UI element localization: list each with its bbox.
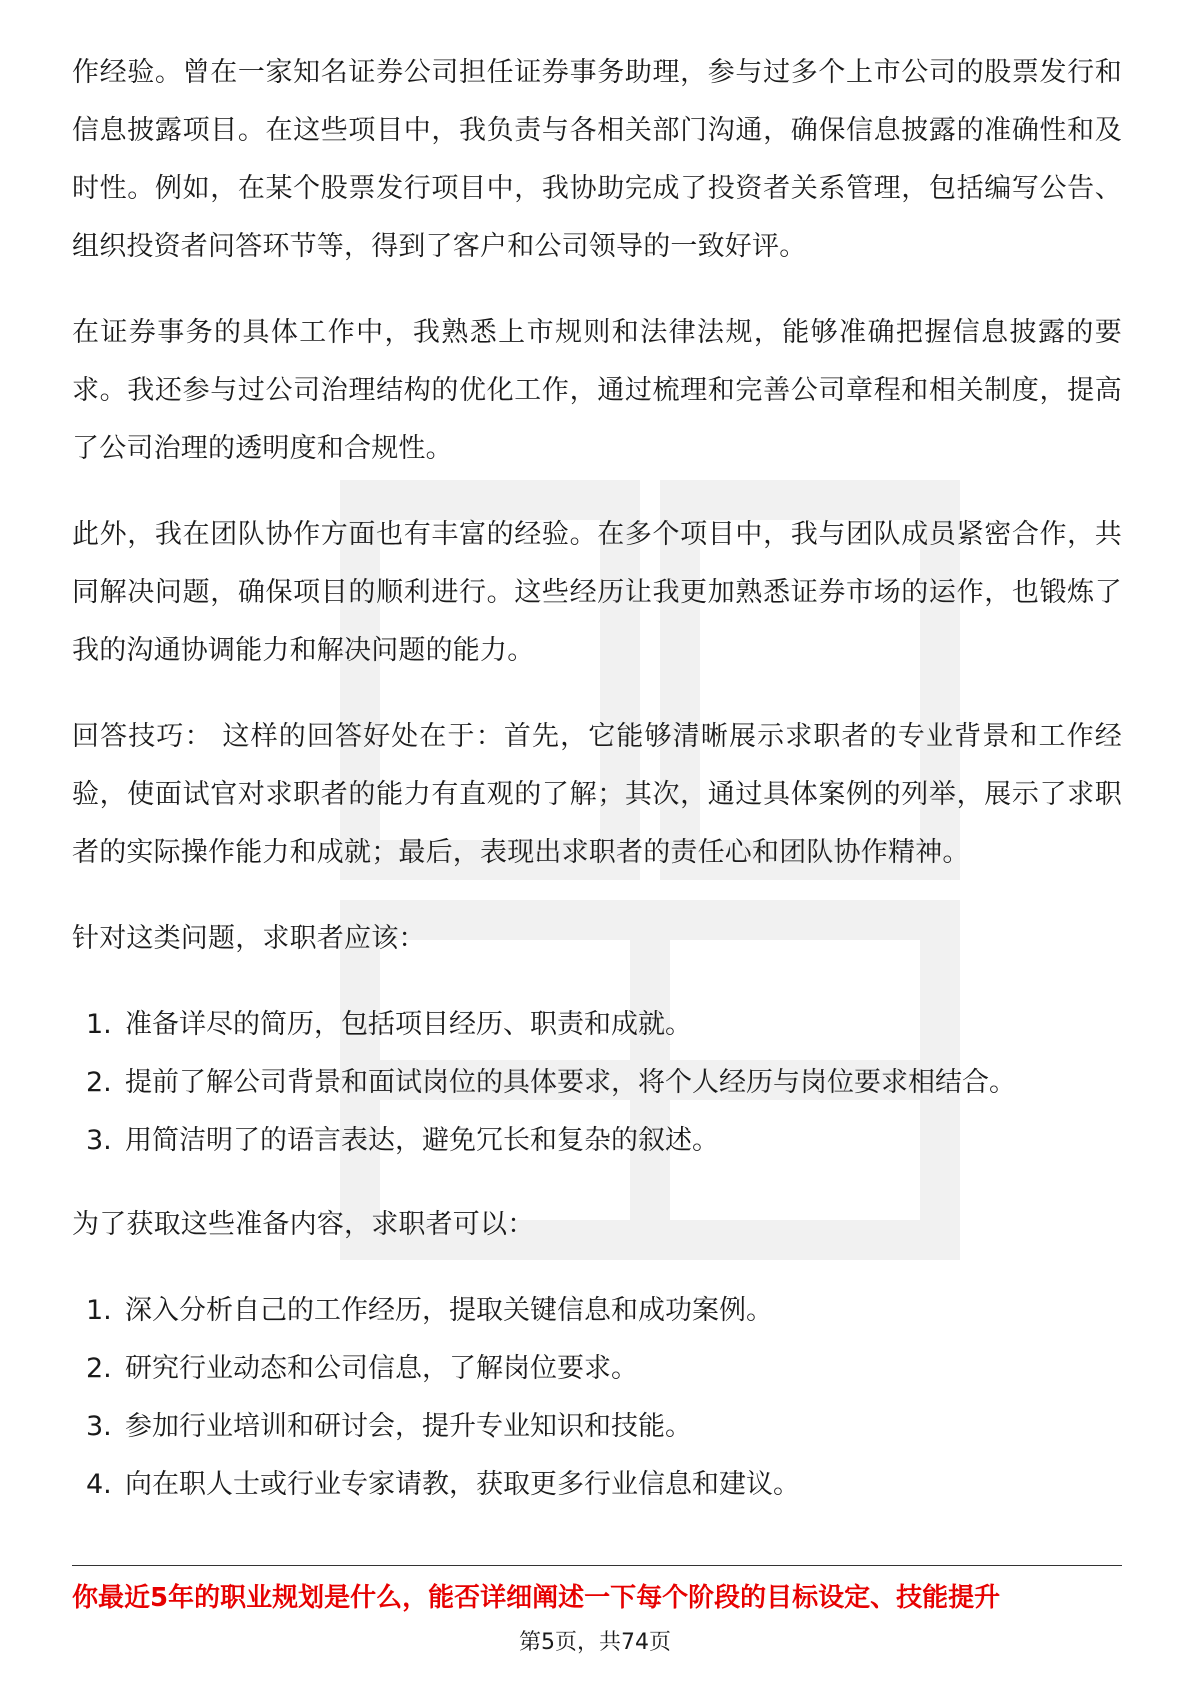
next-question-heading: 你最近5年的职业规划是什么，能否详细阐述一下每个阶段的目标设定、技能提升 [72,1583,1001,1613]
list-item: 2. 提前了解公司背景和面试岗位的具体要求，将个人经历与岗位要求相结合。 [86,1067,1016,1098]
preparation-list [72,996,1122,1170]
methods-list [72,1282,1122,1514]
list-item: 1. 准备详尽的简历，包括项目经历、职责和成就。 [86,1009,692,1040]
page-number: 第5页，共74页 [519,1630,671,1655]
footer-divider [72,1565,1122,1566]
paragraph-teamwork: 此外，我在团队协作方面也有丰富的经验。在多个项目中，我与团队成员紧密合作，共同解决问题，确保项目的顺利进行。这些经历让我更加熟悉证券市场的运作，也锻炼了我的沟通协调能力和解决问题的能力。 [72,519,1122,666]
list-item: 1. 深入分析自己的工作经历，提取关键信息和成功案例。 [86,1295,773,1326]
list-item: 3. 用简洁明了的语言表达，避免冗长和复杂的叙述。 [86,1125,719,1156]
list-item: 2. 研究行业动态和公司信息，了解岗位要求。 [86,1353,638,1384]
main-content [72,44,1122,1540]
paragraph-experience: 作经验。曾在一家知名证券公司担任证券事务助理，参与过多个上市公司的股票发行和信息披露项目。在这些项目中，我负责与各相关部门沟通，确保信息披露的准确性和及时性。例如，在某个股票发行项目中，我协助完成了投资者关系管理，包括编写公告、组织投资者问答环节等，得到了客户和公司领导的一致好评。 [72,57,1122,262]
paragraph-how-to-prepare: 为了获取这些准备内容，求职者可以： [72,1209,535,1240]
list-item: 3. 参加行业培训和研讨会，提升专业知识和技能。 [86,1411,692,1442]
paragraph-securities-work: 在证券事务的具体工作中，我熟悉上市规则和法律法规，能够准确把握信息披露的要求。我还参与过公司治理结构的优化工作，通过梳理和完善公司章程和相关制度，提高了公司治理的透明度和合规性。 [72,317,1122,464]
paragraph-answer-tips: 回答技巧： 这样的回答好处在于：首先，它能够清晰展示求职者的专业背景和工作经验，使面试官对求职者的能力有直观的了解；其次，通过具体案例的列举，展示了求职者的实际操作能力和成就；最后，表现出求职者的责任心和团队协作精神。 [72,721,1122,868]
paragraph-candidate-should: 针对这类问题，求职者应该： [72,923,426,954]
list-item: 4. 向在职人士或行业专家请教，获取更多行业信息和建议。 [86,1469,800,1500]
